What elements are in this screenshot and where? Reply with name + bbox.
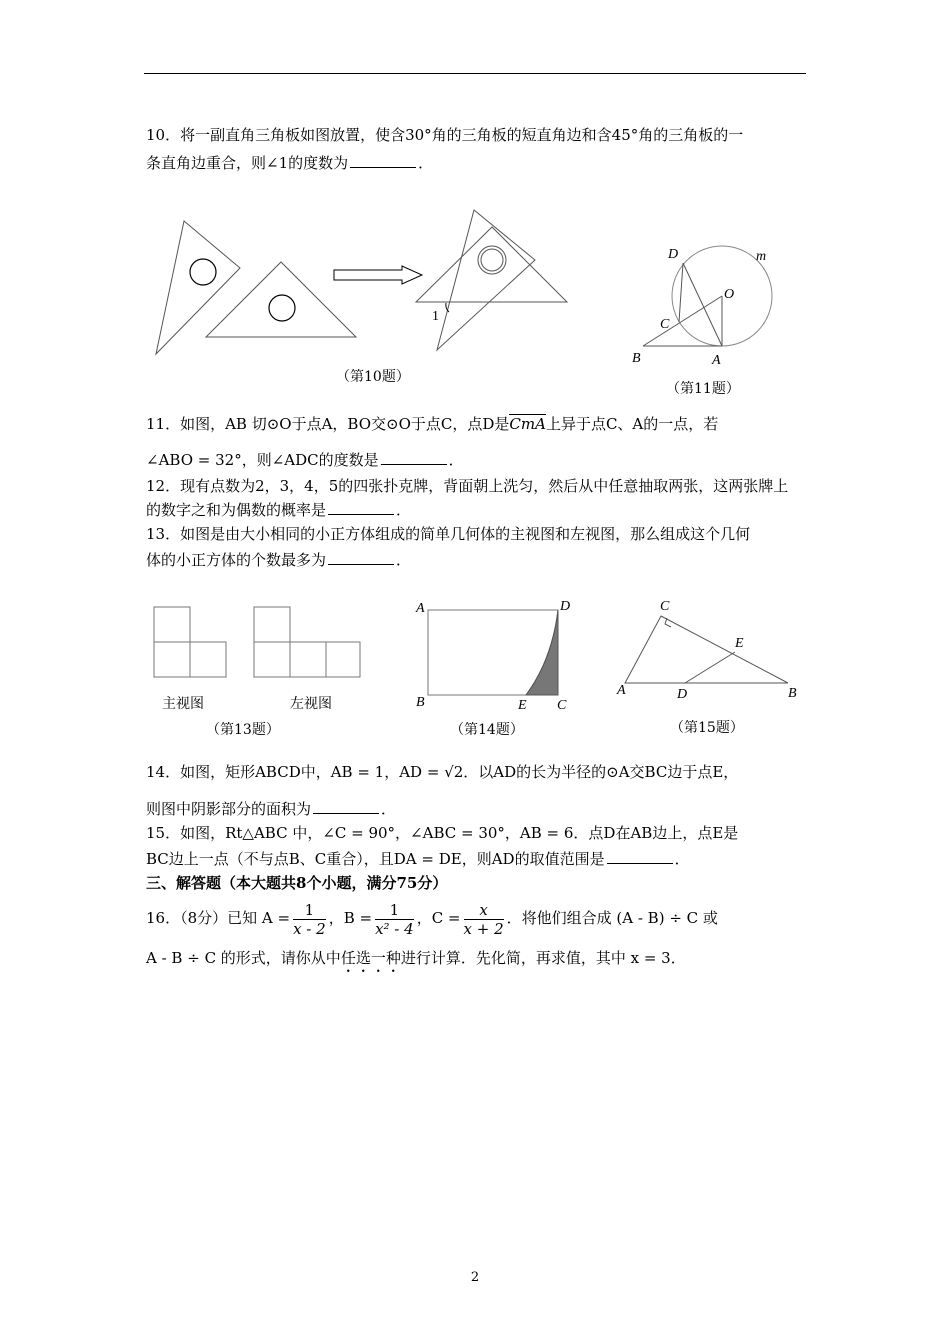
left-view-label: 左视图 — [290, 696, 332, 712]
q16-line1: 16．（8分）已知 A = $\frac{1}{x - 2}$ ，B = $\frac{1}{\text{x² - 4}}$ ，C = $\frac{x}{x + 2}$ ．将他们组合成 (A - B) ÷ C 或 — [146, 900, 718, 938]
segment-dc — [679, 263, 683, 322]
cube-face — [154, 607, 190, 642]
q15-line1: 15．如图，Rt△ABC 中，∠C = 90°，∠ABC = 30°，AB = 6．点D在AB边上，点E是 — [146, 824, 739, 842]
fraction-a: $\frac{1}{x - 2}$ — [293, 900, 326, 938]
q10-line1: 10．将一副直角三角板如图放置，使含30°角的三角板的短直角边和含45°角的三角板的一 — [146, 126, 744, 144]
combined-triangle-30 — [437, 210, 535, 350]
label-a: A — [416, 601, 425, 616]
label-e: E — [518, 698, 527, 713]
answer-blank — [381, 450, 447, 465]
cube-face — [326, 642, 360, 677]
arrow-right-icon — [334, 266, 422, 284]
cube-face — [254, 607, 290, 642]
cube-face — [290, 642, 326, 677]
page-number: 2 — [470, 1270, 480, 1285]
q13-line1: 13．如图是由大小相同的小正方体组成的简单几何体的主视图和左视图，那么组成这个几何 — [146, 525, 751, 543]
shaded-region — [526, 610, 558, 695]
cube-face — [254, 642, 290, 677]
q11-line1: 11．如图，AB 切⊙O于点A，BO交⊙O于点C，点D是CmA上异于点C、A的一点，若 — [146, 415, 719, 433]
triangle-hole — [481, 249, 503, 271]
q11-line2: ∠ABO = 32°，则∠ADC的度数是 ． — [146, 451, 464, 469]
answer-blank — [328, 550, 394, 565]
label-o: O — [724, 287, 735, 302]
triangle-hole — [478, 246, 506, 274]
front-view-label: 主视图 — [162, 696, 204, 712]
answer-blank — [313, 799, 379, 814]
label-c: C — [557, 698, 567, 713]
cube-face — [190, 642, 226, 677]
q16-line2: A - B ÷ C 的形式，请你从中任选一种进行计算．先化简，再求值，其中 x = 3． — [146, 949, 686, 967]
fraction-c: $\frac{x}{x + 2}$ — [463, 900, 504, 938]
label-b: B — [788, 686, 797, 701]
label-b: B — [632, 351, 641, 366]
q13-line2: 体的小正方体的个数最多为 ． — [146, 551, 412, 569]
caption-q10: （第10题） — [336, 369, 410, 385]
label-b: B — [416, 695, 425, 710]
q10-line2: 条直角边重合，则∠1的度数为 ． — [146, 154, 434, 172]
caption-q11: （第11题） — [666, 381, 740, 397]
triangle-abc — [625, 616, 788, 683]
q14-line1: 14．如图，矩形ABCD中，AB = 1，AD = √2．以AD的长为半径的⊙A交BC边于点E， — [146, 763, 739, 781]
section-heading: 三、解答题（本大题共8个小题，满分75分） — [146, 874, 448, 892]
triangle-hole — [269, 295, 295, 321]
label-a: A — [617, 683, 626, 698]
label-d: D — [668, 247, 679, 262]
q12-line1: 12．现有点数为2，3，4，5的四张扑克牌，背面朝上洗匀，然后从中任意抽取两张，这两张牌上 — [146, 477, 789, 495]
q15-line2: BC边上一点（不与点B、C重合），且DA = DE，则AD的取值范围是 ． — [146, 850, 690, 868]
segment-de — [685, 652, 735, 683]
angle-1-label: 1 — [432, 309, 439, 324]
caption-q15: （第15题） — [670, 720, 744, 736]
q12-line2: 的数字之和为偶数的概率是 ． — [146, 501, 412, 519]
q14-line2: 则图中阴影部分的面积为 ． — [146, 800, 397, 818]
label-m: m — [756, 249, 767, 264]
caption-q13: （第13题） — [206, 722, 280, 738]
cube-face — [154, 642, 190, 677]
label-d: D — [560, 599, 571, 614]
fraction-b: $\frac{1}{\text{x² - 4}}$ — [375, 900, 414, 938]
front-view — [154, 607, 226, 677]
label-a: A — [712, 353, 721, 368]
left-view — [254, 607, 360, 677]
caption-q14: （第14题） — [450, 722, 524, 738]
label-d: D — [677, 687, 688, 702]
triangle-hole — [190, 259, 216, 285]
label-e: E — [735, 636, 744, 651]
combined-triangle-45 — [416, 227, 567, 302]
label-c: C — [660, 317, 670, 332]
answer-blank — [607, 849, 673, 864]
triangle-30 — [156, 221, 240, 354]
label-c: C — [660, 599, 670, 614]
answer-blank — [328, 500, 394, 515]
